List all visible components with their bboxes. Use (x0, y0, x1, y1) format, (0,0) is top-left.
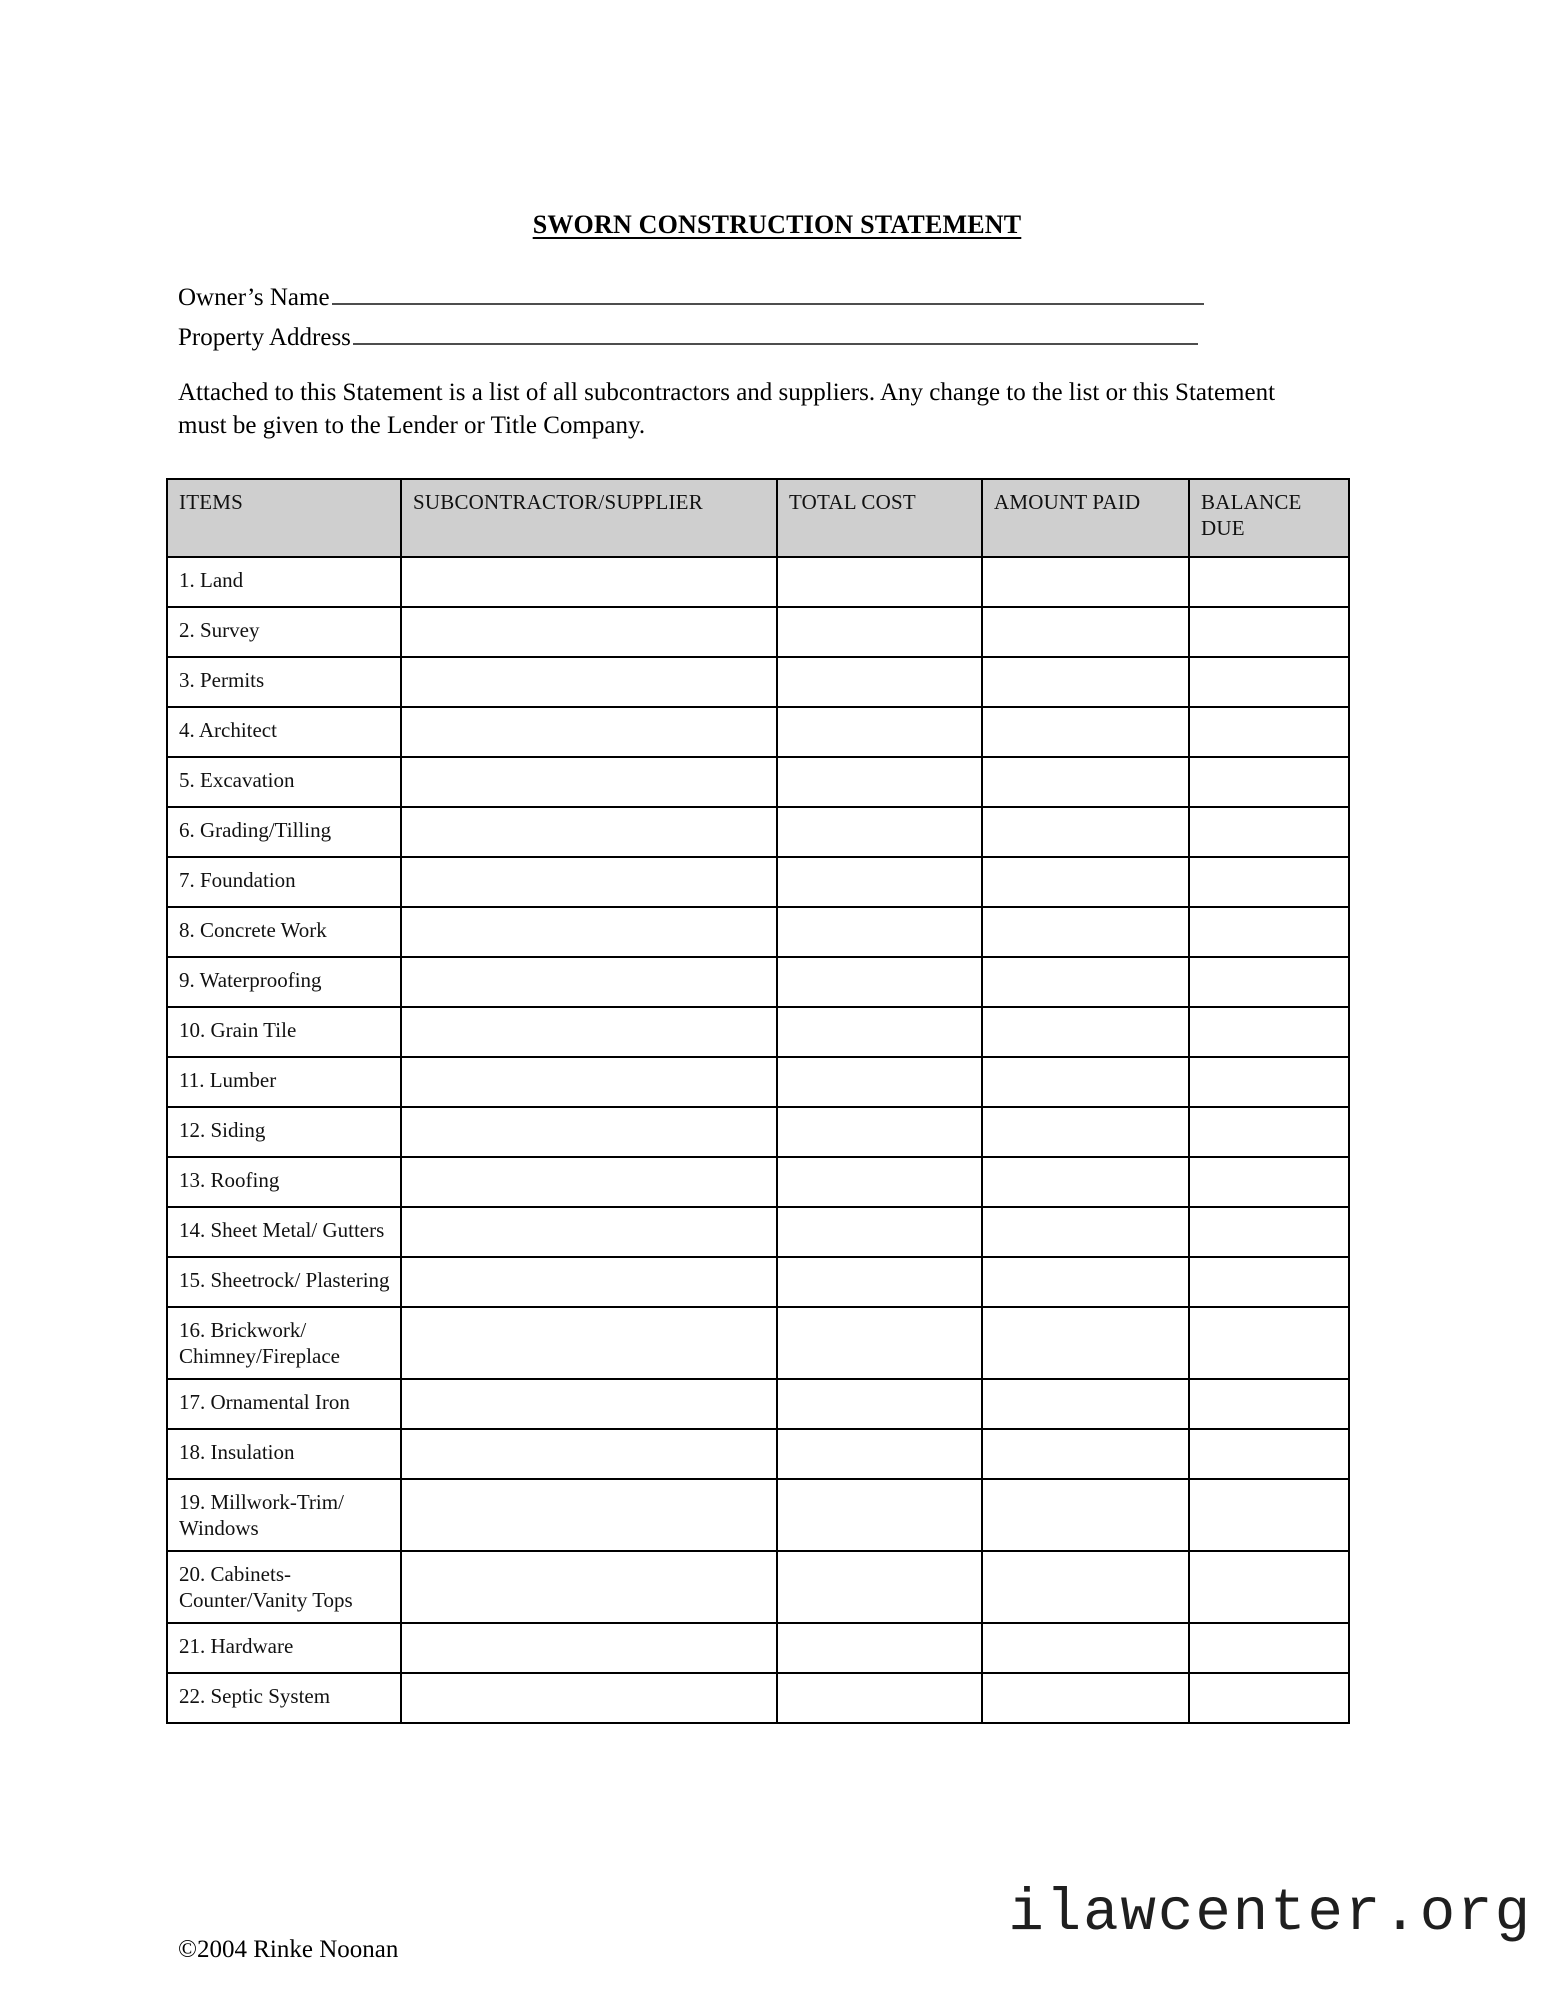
cell-subcontractor[interactable] (401, 1479, 777, 1551)
cell-item: 5. Excavation (167, 757, 401, 807)
cell-amount-paid[interactable] (982, 807, 1189, 857)
cell-total-cost[interactable] (777, 1057, 982, 1107)
cell-total-cost[interactable] (777, 857, 982, 907)
cell-subcontractor[interactable] (401, 707, 777, 757)
table-row (167, 757, 1349, 807)
cell-item: 11. Lumber (167, 1057, 401, 1107)
cell-item: 12. Siding (167, 1107, 401, 1157)
cell-item: 4. Architect (167, 707, 401, 757)
cell-amount-paid[interactable] (982, 1107, 1189, 1157)
cell-balance-due[interactable] (1189, 1007, 1349, 1057)
cell-amount-paid[interactable] (982, 1057, 1189, 1107)
cell-subcontractor[interactable] (401, 1551, 777, 1623)
cell-subcontractor[interactable] (401, 1623, 777, 1673)
cell-item: 13. Roofing (167, 1157, 401, 1207)
cell-amount-paid[interactable] (982, 757, 1189, 807)
cell-subcontractor[interactable] (401, 1429, 777, 1479)
cell-item: 3. Permits (167, 657, 401, 707)
table-row (167, 1007, 1349, 1057)
cell-total-cost[interactable] (777, 657, 982, 707)
cell-amount-paid[interactable] (982, 1257, 1189, 1307)
cell-balance-due[interactable] (1189, 1207, 1349, 1257)
cell-balance-due[interactable] (1189, 757, 1349, 807)
cell-subcontractor[interactable] (401, 657, 777, 707)
cell-subcontractor[interactable] (401, 1673, 777, 1723)
cell-amount-paid[interactable] (982, 657, 1189, 707)
table-row (167, 1257, 1349, 1307)
cell-balance-due[interactable] (1189, 707, 1349, 757)
cell-amount-paid[interactable] (982, 1007, 1189, 1057)
cell-balance-due[interactable] (1189, 857, 1349, 907)
cell-total-cost[interactable] (777, 1207, 982, 1257)
table-row (167, 1551, 1349, 1623)
cell-subcontractor[interactable] (401, 907, 777, 957)
cell-balance-due[interactable] (1189, 1479, 1349, 1551)
cell-subcontractor[interactable] (401, 1257, 777, 1307)
cell-subcontractor[interactable] (401, 1057, 777, 1107)
cell-total-cost[interactable] (777, 1107, 982, 1157)
column-header-items: ITEMS (167, 479, 401, 557)
property-address-label: Property Address (178, 324, 351, 351)
cell-amount-paid[interactable] (982, 857, 1189, 907)
intro-paragraph: Attached to this Statement is a list of all subcontractors and suppliers. Any change to the list or this Statement must be given to the Lender or Title Company. (178, 379, 1276, 439)
property-address-input[interactable] (353, 317, 1198, 345)
cell-balance-due[interactable] (1189, 1257, 1349, 1307)
cell-subcontractor[interactable] (401, 1307, 777, 1379)
cell-item: 20. Cabinets-Counter/Vanity Tops (167, 1551, 401, 1623)
cell-subcontractor[interactable] (401, 1157, 777, 1207)
cell-subcontractor[interactable] (401, 557, 777, 607)
cell-item: 9. Waterproofing (167, 957, 401, 1007)
cell-amount-paid[interactable] (982, 1429, 1189, 1479)
cell-total-cost[interactable] (777, 1673, 982, 1723)
cell-balance-due[interactable] (1189, 907, 1349, 957)
cell-total-cost[interactable] (777, 1157, 982, 1207)
table-header (167, 479, 1349, 557)
cell-balance-due[interactable] (1189, 557, 1349, 607)
cell-item: 21. Hardware (167, 1623, 401, 1673)
cell-balance-due[interactable] (1189, 1057, 1349, 1107)
cell-total-cost[interactable] (777, 707, 982, 757)
cell-subcontractor[interactable] (401, 1007, 777, 1057)
cell-amount-paid[interactable] (982, 1379, 1189, 1429)
table-row (167, 957, 1349, 1007)
table-row (167, 1107, 1349, 1157)
cell-item: 14. Sheet Metal/ Gutters (167, 1207, 401, 1257)
table-body (167, 557, 1349, 1723)
sworn-construction-table (166, 478, 1350, 1724)
cell-item: 19. Millwork-Trim/ Windows (167, 1479, 401, 1551)
cell-amount-paid[interactable] (982, 1307, 1189, 1379)
cell-item: 1. Land (167, 557, 401, 607)
cell-balance-due[interactable] (1189, 957, 1349, 1007)
cell-total-cost[interactable] (777, 1307, 982, 1379)
cell-item: 7. Foundation (167, 857, 401, 907)
cell-amount-paid[interactable] (982, 557, 1189, 607)
cell-balance-due[interactable] (1189, 1379, 1349, 1429)
cell-amount-paid[interactable] (982, 1207, 1189, 1257)
page-title (0, 210, 1554, 240)
cell-balance-due[interactable] (1189, 1551, 1349, 1623)
cell-amount-paid[interactable] (982, 607, 1189, 657)
table-row (167, 1429, 1349, 1479)
cell-subcontractor[interactable] (401, 607, 777, 657)
cell-total-cost[interactable] (777, 1429, 982, 1479)
cell-item: 18. Insulation (167, 1429, 401, 1479)
cell-amount-paid[interactable] (982, 1157, 1189, 1207)
table-row (167, 1057, 1349, 1107)
owner-name-label: Owner’s Name (178, 284, 330, 311)
table-row (167, 707, 1349, 757)
cell-balance-due[interactable] (1189, 1107, 1349, 1157)
cell-amount-paid[interactable] (982, 1551, 1189, 1623)
cell-total-cost[interactable] (777, 957, 982, 1007)
table-row (167, 607, 1349, 657)
table-row (167, 1307, 1349, 1379)
cell-total-cost[interactable] (777, 807, 982, 857)
cell-subcontractor[interactable] (401, 1107, 777, 1157)
cell-item: 8. Concrete Work (167, 907, 401, 957)
table-row (167, 857, 1349, 907)
cell-item: 2. Survey (167, 607, 401, 657)
cell-subcontractor[interactable] (401, 957, 777, 1007)
cell-item: 10. Grain Tile (167, 1007, 401, 1057)
cell-total-cost[interactable] (777, 1007, 982, 1057)
cell-balance-due[interactable] (1189, 1157, 1349, 1207)
cell-subcontractor[interactable] (401, 1379, 777, 1429)
cell-amount-paid[interactable] (982, 707, 1189, 757)
cell-balance-due[interactable] (1189, 607, 1349, 657)
copyright-notice: ©2004 Rinke Noonan (178, 1936, 399, 1963)
cell-amount-paid[interactable] (982, 1479, 1189, 1551)
page-title-text: SWORN CONSTRUCTION STATEMENT (532, 210, 1022, 239)
cell-item: 16. Brickwork/ Chimney/Fireplace (167, 1307, 401, 1379)
cell-balance-due[interactable] (1189, 1429, 1349, 1479)
column-header-subcontractor: SUBCONTRACTOR/SUPPLIER (401, 479, 777, 557)
cell-total-cost[interactable] (777, 1551, 982, 1623)
cell-item: 17. Ornamental Iron (167, 1379, 401, 1429)
cell-total-cost[interactable] (777, 557, 982, 607)
owner-name-row (178, 277, 1278, 317)
table-row (167, 907, 1349, 957)
owner-name-input[interactable] (332, 277, 1204, 305)
cell-balance-due[interactable] (1189, 1673, 1349, 1723)
owner-property-fields (178, 277, 1278, 357)
cell-subcontractor[interactable] (401, 807, 777, 857)
cell-item: 15. Sheetrock/ Plastering (167, 1257, 401, 1307)
cell-total-cost[interactable] (777, 1257, 982, 1307)
cell-balance-due[interactable] (1189, 1623, 1349, 1673)
cell-total-cost[interactable] (777, 1623, 982, 1673)
table-row (167, 1379, 1349, 1429)
cell-subcontractor[interactable] (401, 1207, 777, 1257)
cell-amount-paid[interactable] (982, 957, 1189, 1007)
cell-item: 6. Grading/Tilling (167, 807, 401, 857)
table-row (167, 657, 1349, 707)
cell-total-cost[interactable] (777, 1379, 982, 1429)
cell-balance-due[interactable] (1189, 1307, 1349, 1379)
table-row (167, 1673, 1349, 1723)
cell-amount-paid[interactable] (982, 1673, 1189, 1723)
table-row (167, 1479, 1349, 1551)
table-row (167, 557, 1349, 607)
cell-total-cost[interactable] (777, 907, 982, 957)
table-header-row (167, 479, 1349, 557)
table-row (167, 1207, 1349, 1257)
table-row (167, 1623, 1349, 1673)
cell-balance-due[interactable] (1189, 807, 1349, 857)
column-header-balance-due: BALANCE DUE (1189, 479, 1349, 557)
cell-amount-paid[interactable] (982, 1623, 1189, 1673)
cell-subcontractor[interactable] (401, 757, 777, 807)
table-row (167, 807, 1349, 857)
column-header-total-cost: TOTAL COST (777, 479, 982, 557)
cell-total-cost[interactable] (777, 757, 982, 807)
cell-balance-due[interactable] (1189, 657, 1349, 707)
cell-subcontractor[interactable] (401, 857, 777, 907)
column-header-amount-paid: AMOUNT PAID (982, 479, 1189, 557)
watermark: ilawcenter.org (1008, 1880, 1532, 1947)
table-row (167, 1157, 1349, 1207)
cell-amount-paid[interactable] (982, 907, 1189, 957)
cell-total-cost[interactable] (777, 607, 982, 657)
cell-total-cost[interactable] (777, 1479, 982, 1551)
cell-item: 22. Septic System (167, 1673, 401, 1723)
property-address-row (178, 317, 1278, 357)
